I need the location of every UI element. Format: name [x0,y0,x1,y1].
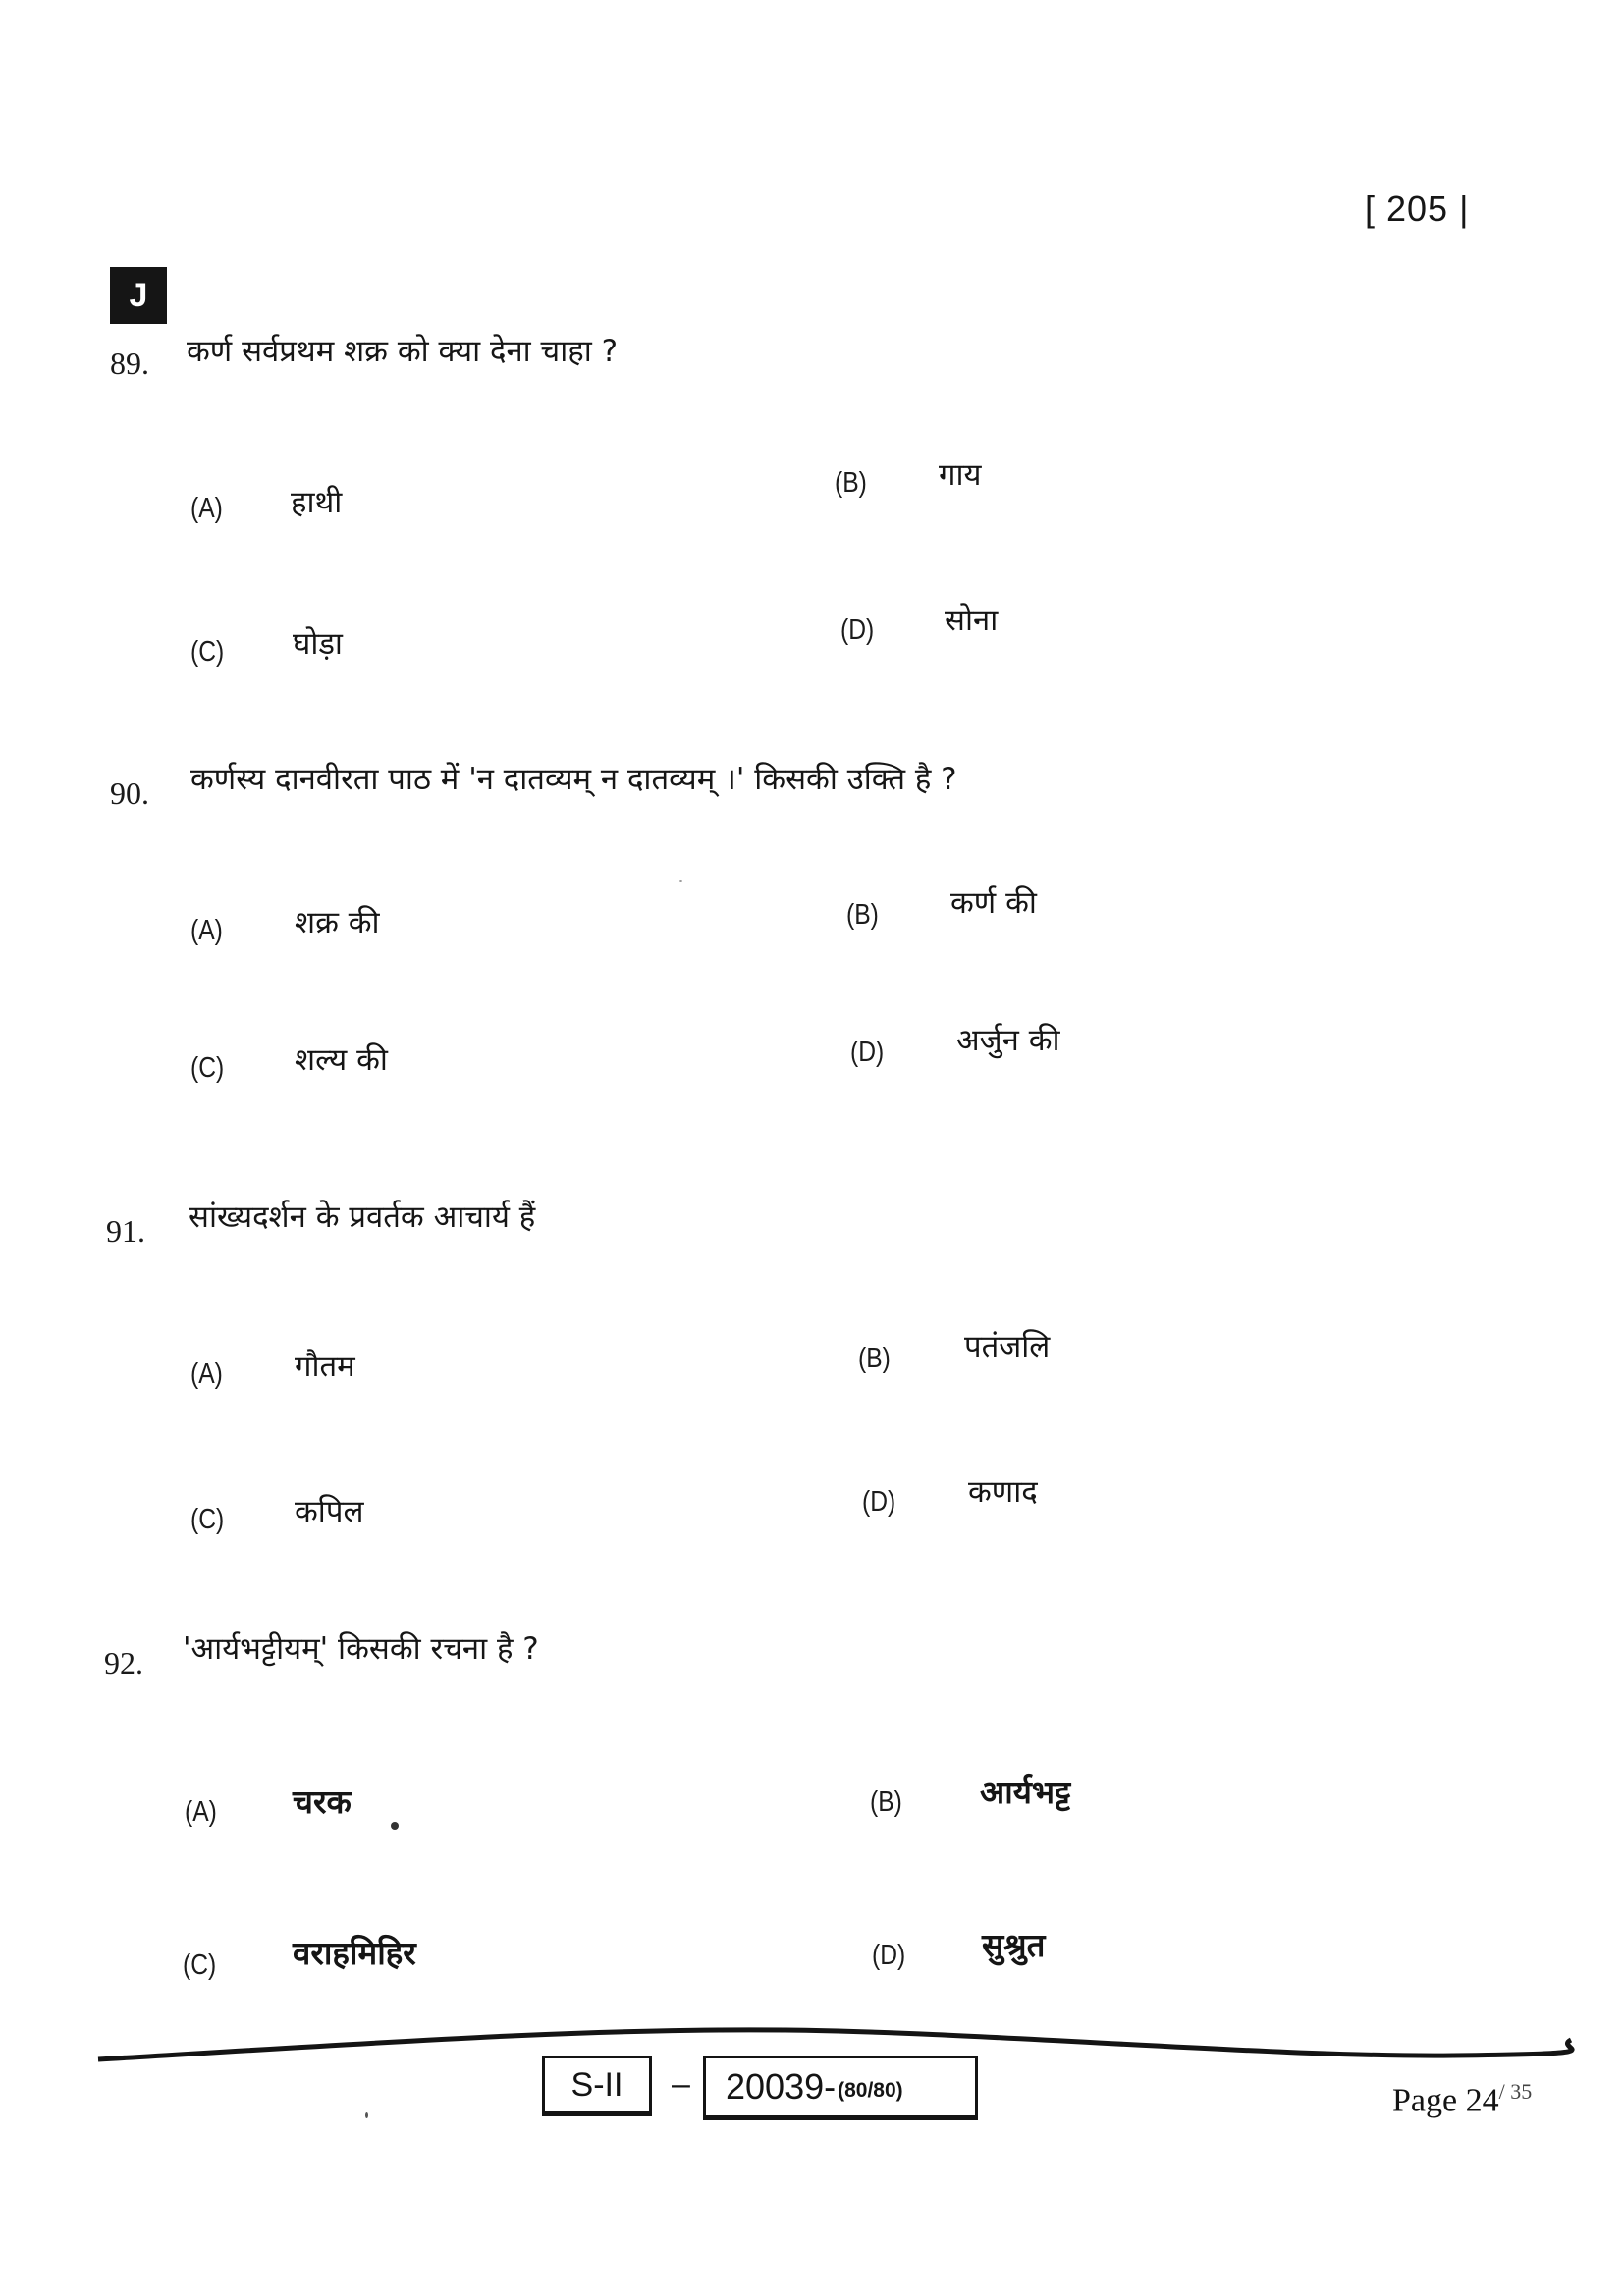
option-text-b[interactable]: आर्यभट्ट [980,1773,1071,1811]
option-label-b: (B) [835,467,867,499]
option-text-b[interactable]: पतंजलि [964,1329,1051,1364]
series-code-box [542,2056,652,2116]
code-separator: – [672,2065,690,2103]
option-text-c[interactable]: कपिल [295,1494,364,1529]
page-total: / 35 [1498,2079,1533,2104]
question-text: कर्णस्य दानवीरता पाठ में 'न दातव्यम् न दातव्यम् ।' किसकी उक्ति है ? [190,762,957,797]
option-label-a: (A) [190,1359,223,1390]
option-label-a: (A) [190,493,223,524]
option-label-b: (B) [870,1787,902,1818]
option-label-d: (D) [872,1940,906,1971]
option-text-c[interactable]: शल्य की [295,1042,388,1078]
paper-code-box [703,2056,978,2120]
option-text-b[interactable]: गाय [939,457,982,493]
option-label-c: (C) [190,1504,225,1535]
paper-code-suffix: (80/80) [838,2079,903,2102]
question-number: 91. [106,1213,145,1249]
option-label-a: (A) [190,915,223,946]
option-label-b: (B) [858,1343,891,1374]
question-number: 89. [110,346,149,381]
question-number: 92. [104,1645,143,1681]
option-text-a[interactable]: गौतम [295,1349,355,1384]
option-text-d[interactable]: कणाद [968,1474,1038,1510]
ink-speck [365,2112,368,2118]
ink-speck [391,1822,399,1830]
series-code: S-II [570,2065,623,2104]
page-indicator [1392,2079,1532,2119]
option-text-a[interactable]: हाथी [291,485,343,520]
question-text: 'आर्यभट्टीयम्' किसकी रचना है ? [183,1631,539,1667]
option-text-d[interactable]: अर्जुन की [956,1023,1060,1058]
option-label-c: (C) [190,1052,225,1084]
paper-code: 20039- [726,2066,837,2107]
ink-speck [679,880,682,882]
option-text-b[interactable]: कर्ण की [950,885,1037,921]
question-text: सांख्यदर्शन के प्रवर्तक आचार्य हैं [189,1200,536,1235]
option-label-d: (D) [840,614,875,646]
option-text-a[interactable]: चरक [293,1783,352,1821]
option-label-c: (C) [190,636,225,667]
option-label-d: (D) [850,1037,885,1068]
page-current: Page 24 [1392,2082,1499,2119]
option-label-c: (C) [183,1949,217,1981]
option-label-a: (A) [185,1796,217,1828]
set-code-badge: J [110,267,167,324]
option-text-c[interactable]: वराहमिहिर [293,1934,416,1972]
option-text-d[interactable]: सुश्रुत [982,1926,1046,1964]
question-number: 90. [110,775,149,811]
page-marker: [ 205 | [1365,188,1470,229]
question-text: कर्ण सर्वप्रथम शक्र को क्या देना चाहा ? [187,334,619,369]
option-text-d[interactable]: सोना [945,603,999,638]
option-label-d: (D) [862,1486,896,1518]
option-label-b: (B) [846,899,879,931]
option-text-a[interactable]: शक्र की [295,905,380,940]
option-text-c[interactable]: घोड़ा [293,626,343,662]
